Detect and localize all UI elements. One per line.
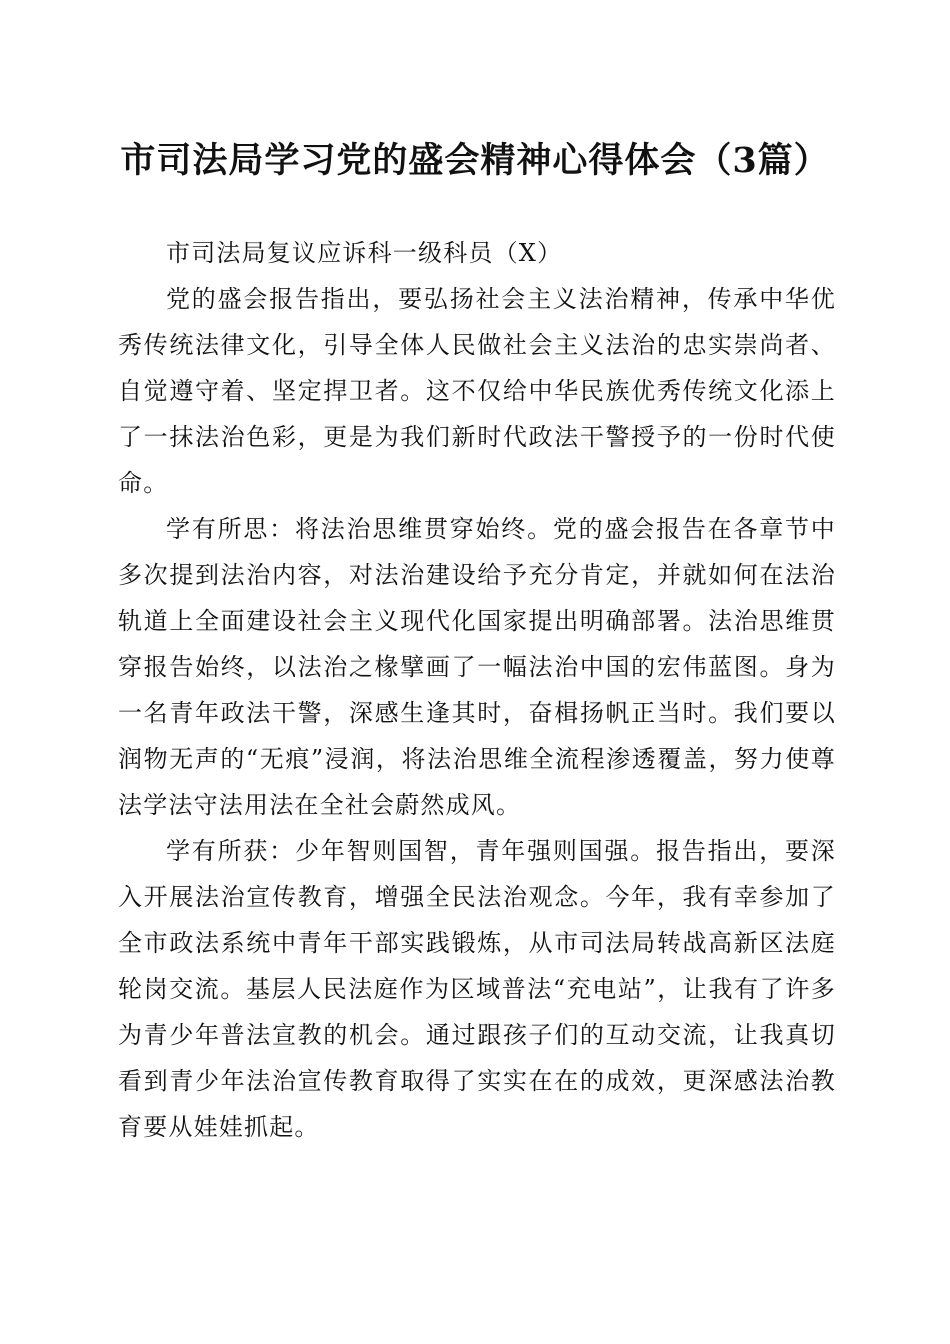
paragraph-gains: 学有所获：少年智则国智，青年强则国强。报告指出，要深入开展法治宣传教育，增强全民法治观念。今年，我有幸参加了全市政法系统中青年干部实践锻炼，从市司法局转战高新区法庭轮岗交流。基层人民法庭作为区域普法“充电站”，让我有了许多为青少年普法宣教的机会。通过跟孩子们的互动交流，让我真切看到青少年法治宣传教育取得了实实在在的成效，更深感法治教育要从娃娃抓起。	[118, 837, 836, 1141]
paragraph-intro: 党的盛会报告指出，要弘扬社会主义法治精神，传承中华优秀传统法律文化，引导全体人民做社会主义法治的忠实崇尚者、自觉遵守着、坚定捍卫者。这不仅给中华民族优秀传统文化添上了一抹法治色彩，更是为我们新时代政法干警授予的一份时代使命。	[118, 285, 836, 497]
paragraph-reflection: 学有所思：将法治思维贯穿始终。党的盛会报告在各章节中多次提到法治内容，对法治建设给予充分肯定，并就如何在法治轨道上全面建设社会主义现代化国家提出明确部署。法治思维贯穿报告始终，以法治之椽擘画了一幅法治中国的宏伟蓝图。身为一名青年政法干警，深感生逢其时，奋楫扬帆正当时。我们要以润物无声的“无痕”浸润，将法治思维全流程渗透覆盖，努力使尊法学法守法用法在全社会蔚然成风。	[118, 515, 836, 819]
document-body	[118, 230, 836, 1150]
document-title: 市司法局学习党的盛会精神心得体会（3篇）	[120, 140, 830, 181]
byline: 市司法局复议应诉科一级科员（X）	[166, 239, 563, 267]
